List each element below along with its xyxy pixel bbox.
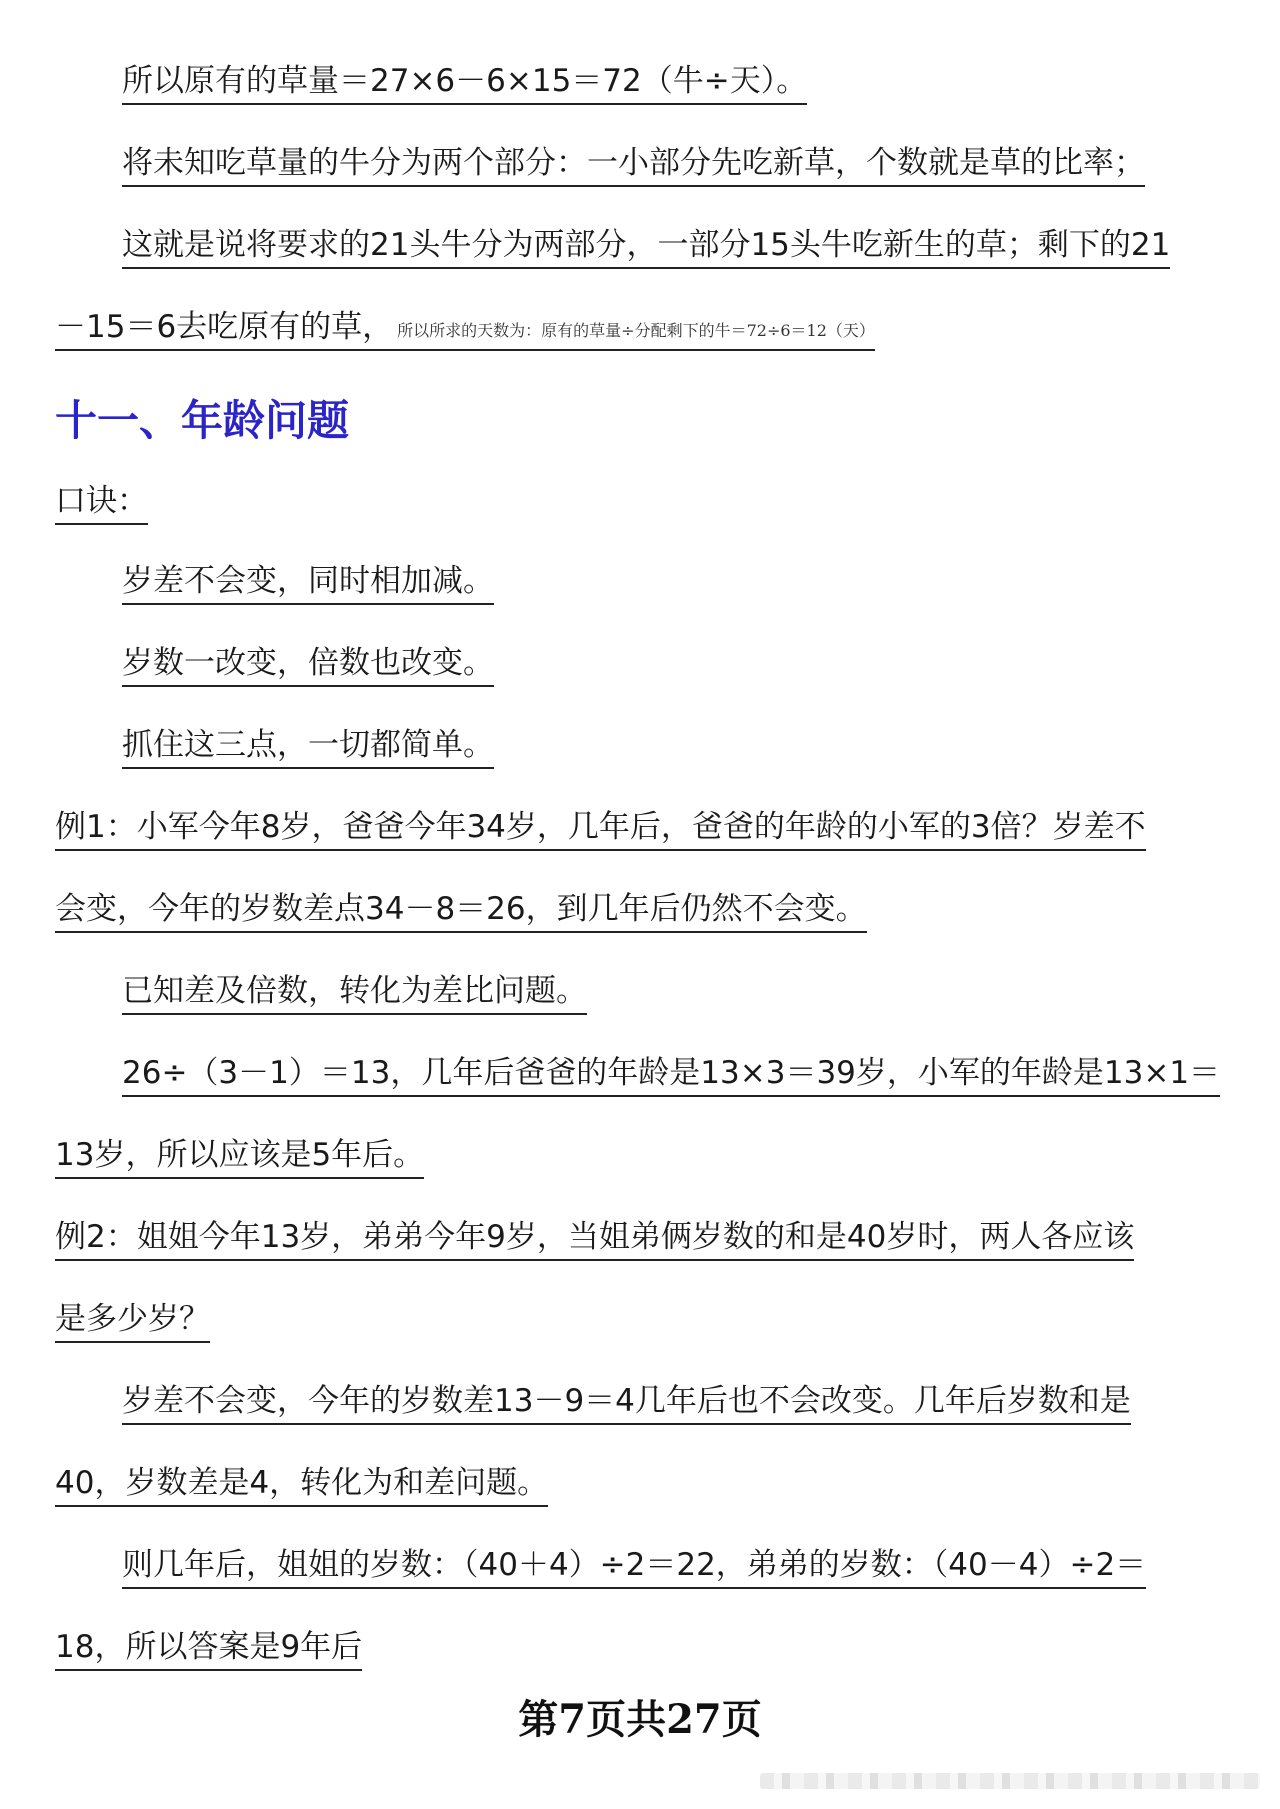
example1-line: 13岁，所以应该是5年后。 xyxy=(55,1140,424,1179)
example2-line: 例2：姐姐今年13岁，弟弟今年9岁，当姐弟俩岁数的和是40岁时，两人各应该 xyxy=(55,1222,1134,1261)
section-heading: 十一、年龄问题 xyxy=(55,396,350,445)
example1-line: 会变，今年的岁数差点34－8＝26，到几年后仍然不会变。 xyxy=(55,894,867,933)
page-footer: 第7页共27页 xyxy=(518,1696,762,1743)
example2-line: 18，所以答案是9年后 xyxy=(55,1632,362,1671)
example2-line: 岁差不会变，今年的岁数差13－9＝4几年后也不会改变。几年后岁数和是 xyxy=(122,1386,1131,1425)
mnemonic-line: 岁差不会变，同时相加减。 xyxy=(122,566,494,605)
example1-line: 已知差及倍数，转化为差比问题。 xyxy=(122,976,587,1015)
example2-line: 则几年后，姐姐的岁数：（40＋4）÷2＝22，弟弟的岁数：（40－4）÷2＝ xyxy=(122,1550,1146,1589)
text-line: 这就是说将要求的21头牛分为两部分，一部分15头牛吃新生的草；剩下的21 xyxy=(122,230,1170,269)
text-line: 所以原有的草量＝27×6－6×15＝72（牛÷天）。 xyxy=(122,66,807,105)
example2-line: 是多少岁？ xyxy=(55,1304,210,1343)
mnemonic-label: 口诀： xyxy=(55,486,148,525)
footnote-text: 所以所求的天数为：原有的草量÷分配剩下的牛＝72÷6＝12（天） xyxy=(397,321,875,340)
text-line: 将未知吃草量的牛分为两个部分：一小部分先吃新草，个数就是草的比率； xyxy=(122,148,1145,187)
text-line-main: －15＝6去吃原有的草， xyxy=(55,309,394,345)
text-line xyxy=(55,309,875,351)
mnemonic-line: 抓住这三点，一切都简单。 xyxy=(122,730,494,769)
example1-line: 例1：小军今年8岁，爸爸今年34岁，几年后，爸爸的年龄的小军的3倍？岁差不 xyxy=(55,812,1146,851)
example1-line: 26÷（3－1）＝13，几年后爸爸的年龄是13×3＝39岁，小军的年龄是13×1＝ xyxy=(122,1058,1220,1097)
blurred-strip xyxy=(760,1773,1260,1789)
mnemonic-line: 岁数一改变，倍数也改变。 xyxy=(122,648,494,687)
example2-line: 40，岁数差是4，转化为和差问题。 xyxy=(55,1468,548,1507)
